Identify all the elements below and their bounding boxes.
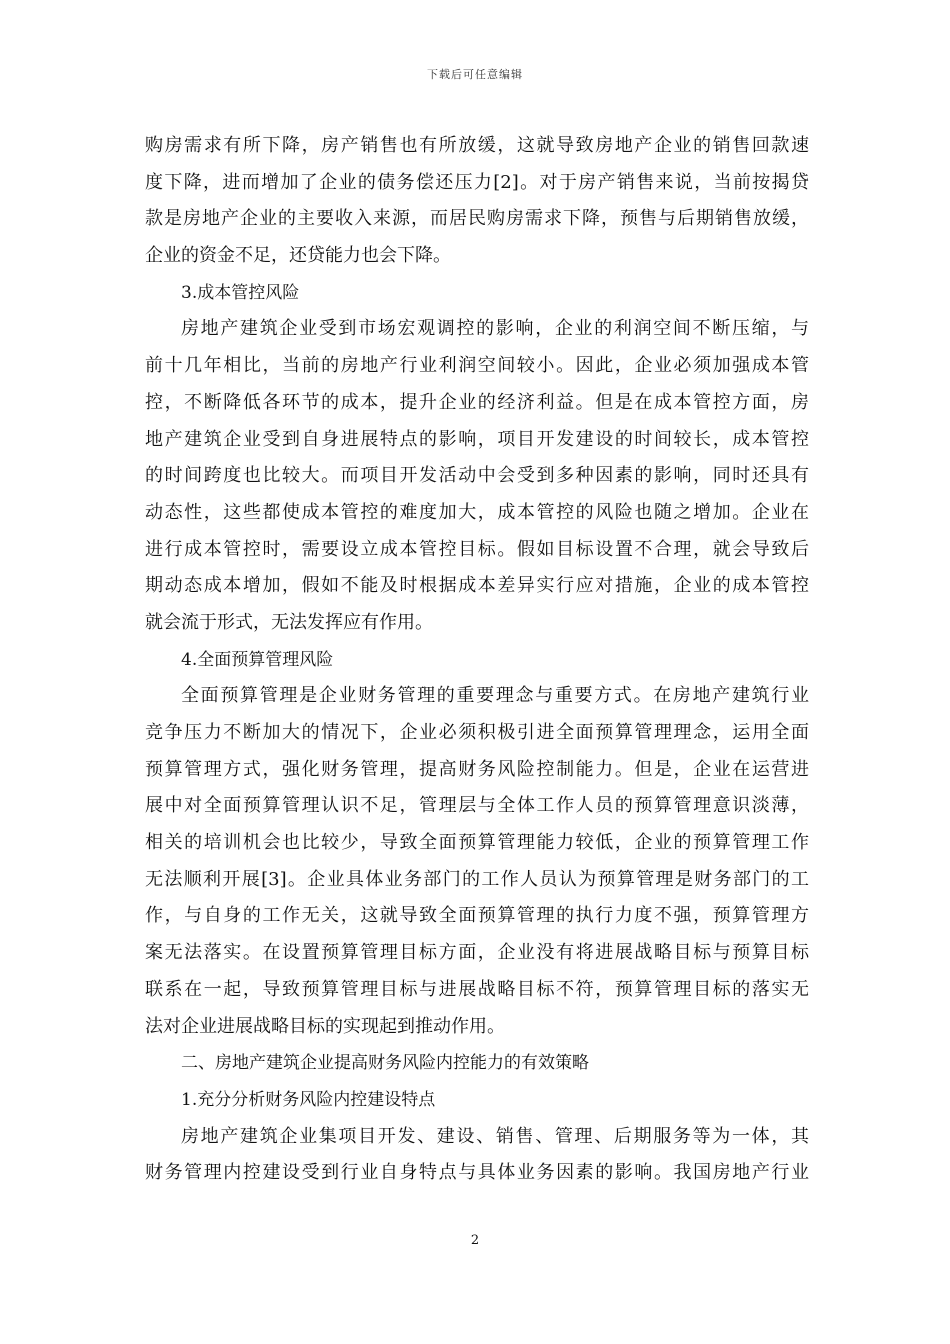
paragraph-line: 的时间跨度也比较大。而项目开发活动中会受到多种因素的影响，同时还具有 xyxy=(145,465,809,487)
section-heading: 1.充分分析财务风险内控建设特点 xyxy=(181,1089,436,1110)
section-heading: 3.成本管控风险 xyxy=(181,282,300,303)
paragraph-line: 无法顺利开展[3]。企业具体业务部门的工作人员认为预算管理是财务部门的工 xyxy=(145,868,809,890)
paragraph-line: 作，与自身的工作无关，这就导致全面预算管理的执行力度不强，预算管理方 xyxy=(145,905,809,927)
page-number: 2 xyxy=(470,1233,480,1248)
paragraph-line: 期动态成本增加，假如不能及时根据成本差异实行应对措施，企业的成本管控 xyxy=(145,575,809,597)
paragraph-line: 法对企业进展战略目标的实现起到推动作用。 xyxy=(145,1015,505,1037)
paragraph-line: 财务管理内控建设受到行业自身特点与具体业务因素的影响。我国房地产行业 xyxy=(145,1162,809,1184)
paragraph-line: 联系在一起，导致预算管理目标与进展战略目标不符，预算管理目标的落实无 xyxy=(145,978,809,1000)
paragraph-line: 企业的资金不足，还贷能力也会下降。 xyxy=(145,245,451,267)
paragraph-line: 房地产建筑企业集项目开发、建设、销售、管理、后期服务等为一体，其 xyxy=(181,1125,809,1147)
paragraph-line: 度下降，进而增加了企业的债务偿还压力[2]。对于房产销售来说，当前按揭贷 xyxy=(145,171,809,193)
paragraph-line: 全面预算管理是企业财务管理的重要理念与重要方式。在房地产建筑行业 xyxy=(181,685,809,707)
paragraph-line: 地产建筑企业受到自身进展特点的影响，项目开发建设的时间较长，成本管控 xyxy=(145,428,809,450)
paragraph-line: 款是房地产企业的主要收入来源，而居民购房需求下降，预售与后期销售放缓， xyxy=(145,208,809,230)
paragraph-line: 就会流于形式，无法发挥应有作用。 xyxy=(145,611,433,633)
paragraph-line: 购房需求有所下降，房产销售也有所放缓，这就导致房地产企业的销售回款速 xyxy=(145,135,809,156)
paragraph-line: 控，不断降低各环节的成本，提升企业的经济利益。但是在成本管控方面，房 xyxy=(145,391,809,413)
paragraph-line: 相关的培训机会也比较少，导致全面预算管理能力较低，企业的预算管理工作 xyxy=(145,832,809,854)
section-heading: 4.全面预算管理风险 xyxy=(181,649,334,670)
paragraph-line: 进行成本管控时，需要设立成本管控目标。假如目标设置不合理，就会导致后 xyxy=(145,538,809,560)
paragraph-line: 案无法落实。在设置预算管理目标方面，企业没有将进展战略目标与预算目标 xyxy=(145,942,809,964)
section-heading: 二、房地产建筑企业提高财务风险内控能力的有效策略 xyxy=(181,1053,589,1074)
paragraph-line: 展中对全面预算管理认识不足，管理层与全体工作人员的预算管理意识淡薄， xyxy=(145,795,809,817)
paragraph-line: 房地产建筑企业受到市场宏观调控的影响，企业的利润空间不断压缩，与 xyxy=(181,318,809,340)
paragraph-line: 竞争压力不断加大的情况下，企业必须积极引进全面预算管理理念，运用全面 xyxy=(145,722,809,743)
page-header: 下载后可任意编辑 xyxy=(427,68,523,81)
paragraph-line: 前十几年相比，当前的房地产行业利润空间较小。因此，企业必须加强成本管 xyxy=(145,355,809,377)
paragraph-line: 预算管理方式，强化财务管理，提高财务风险控制能力。但是，企业在运营进 xyxy=(145,758,809,780)
paragraph-line: 动态性，这些都使成本管控的难度加大，成本管控的风险也随之增加。企业在 xyxy=(145,501,809,523)
document-body xyxy=(145,128,809,1192)
